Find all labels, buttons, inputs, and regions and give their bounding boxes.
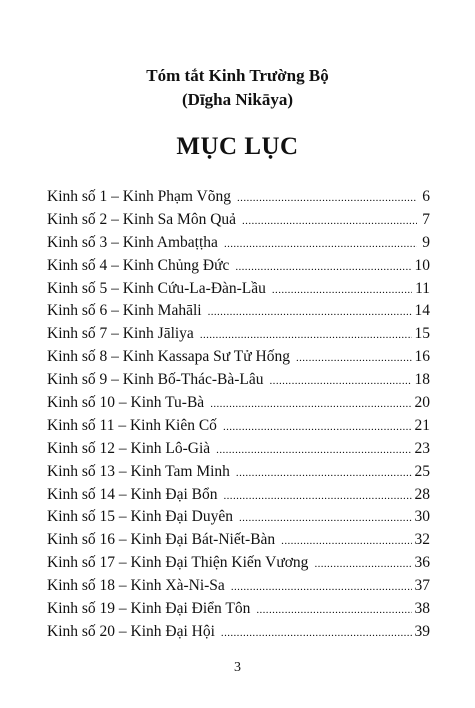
toc-entry-page: 25 — [414, 462, 430, 480]
toc-entry[interactable] — [47, 461, 430, 484]
table-of-contents — [47, 186, 430, 644]
toc-entry-page: 39 — [414, 622, 430, 640]
toc-entry-title: Kinh số 10 – Kinh Tu-Bà — [47, 394, 205, 412]
toc-entry-page: 9 — [422, 233, 430, 251]
dot-leader — [221, 622, 412, 645]
toc-entry[interactable] — [47, 484, 430, 507]
toc-entry-page: 28 — [414, 485, 430, 503]
toc-entry-title: Kinh số 6 – Kinh Mahāli — [47, 302, 202, 320]
toc-entry[interactable] — [47, 369, 430, 392]
toc-entry-page: 32 — [414, 531, 430, 549]
toc-entry[interactable] — [47, 415, 430, 438]
toc-entry-title: Kinh số 2 – Kinh Sa Môn Quả — [47, 210, 237, 228]
dot-leader — [296, 347, 412, 370]
toc-entry-page: 20 — [414, 394, 430, 412]
toc-entry-page: 7 — [422, 210, 430, 228]
toc-entry-title: Kinh số 3 – Kinh Ambaṭṭha — [47, 233, 218, 251]
dot-leader — [231, 576, 412, 599]
book-title: Tóm tắt Kinh Trường Bộ — [146, 66, 329, 85]
toc-entry-title: Kinh số 7 – Kinh Jāliya — [47, 325, 194, 343]
toc-entry-title: Kinh số 20 – Kinh Đại Hội — [47, 622, 215, 640]
toc-entry-title: Kinh số 18 – Kinh Xà-Ni-Sa — [47, 577, 225, 595]
toc-entry-title: Kinh số 5 – Kinh Cứu-La-Đàn-Lầu — [47, 279, 266, 297]
toc-entry-page: 14 — [414, 302, 430, 320]
toc-entry[interactable] — [47, 255, 430, 278]
toc-entry-title: Kinh số 13 – Kinh Tam Minh — [47, 462, 230, 480]
dot-leader — [270, 370, 412, 393]
dot-leader — [314, 553, 411, 576]
toc-entry[interactable] — [47, 346, 430, 369]
toc-entry[interactable] — [47, 552, 430, 575]
toc-entry-page: 15 — [414, 325, 430, 343]
toc-entry-page: 16 — [414, 348, 430, 366]
toc-entry-page: 37 — [414, 577, 430, 595]
toc-entry-page: 11 — [415, 279, 430, 297]
toc-entry[interactable] — [47, 575, 430, 598]
toc-entry-page: 36 — [414, 554, 430, 572]
toc-entry[interactable] — [47, 621, 430, 644]
toc-entry-title: Kinh số 8 – Kinh Kassapa Sư Tử Hống — [47, 348, 290, 366]
toc-entry[interactable] — [47, 438, 430, 461]
dot-leader — [216, 439, 411, 462]
toc-entry[interactable] — [47, 392, 430, 415]
toc-entry[interactable] — [47, 232, 430, 255]
toc-entry[interactable] — [47, 278, 430, 301]
dot-leader — [208, 301, 412, 324]
page-number: 3 — [234, 660, 241, 675]
toc-entry[interactable] — [47, 529, 430, 552]
toc-entry[interactable] — [47, 506, 430, 529]
toc-entry-page: 10 — [414, 256, 430, 274]
dot-leader — [237, 187, 417, 210]
toc-entry-page: 23 — [414, 439, 430, 457]
toc-entry-page: 21 — [414, 416, 430, 434]
toc-entry-page: 30 — [414, 508, 430, 526]
toc-heading: MỤC LỤC — [176, 133, 299, 160]
toc-entry-title: Kinh số 14 – Kinh Đại Bổn — [47, 485, 218, 503]
toc-entry-title: Kinh số 9 – Kinh Bố-Thác-Bà-Lâu — [47, 371, 264, 389]
toc-entry-title: Kinh số 19 – Kinh Đại Điển Tôn — [47, 600, 251, 618]
toc-entry[interactable] — [47, 300, 430, 323]
toc-entry-title: Kinh số 1 – Kinh Phạm Võng — [47, 188, 232, 205]
dot-leader — [242, 210, 417, 233]
toc-entry[interactable] — [47, 598, 430, 621]
dot-leader — [272, 279, 412, 302]
toc-entry-page: 38 — [414, 600, 430, 618]
toc-entry[interactable] — [47, 186, 430, 209]
dot-leader — [256, 599, 411, 622]
dot-leader — [236, 462, 412, 485]
dot-leader — [224, 485, 412, 508]
toc-entry-title: Kinh số 17 – Kinh Đại Thiện Kiến Vương — [47, 554, 309, 572]
toc-entry-title: Kinh số 12 – Kinh Lô-Già — [47, 439, 211, 457]
toc-entry-title: Kinh số 16 – Kinh Đại Bát-Niết-Bàn — [47, 531, 276, 549]
dot-leader — [210, 393, 411, 416]
dot-leader — [235, 256, 411, 279]
toc-entry[interactable] — [47, 209, 430, 232]
dot-leader — [239, 507, 412, 530]
toc-entry[interactable] — [47, 323, 430, 346]
toc-entry-page: 18 — [414, 371, 430, 389]
toc-entry-page: 6 — [422, 188, 430, 205]
dot-leader — [281, 530, 411, 553]
toc-entry-title: Kinh số 11 – Kinh Kiên Cố — [47, 416, 217, 434]
book-subtitle: (Dīgha Nikāya) — [182, 90, 293, 109]
dot-leader — [200, 324, 412, 347]
dot-leader — [223, 416, 412, 439]
toc-entry-title: Kinh số 15 – Kinh Đại Duyên — [47, 508, 233, 526]
dot-leader — [224, 233, 417, 256]
toc-entry-title: Kinh số 4 – Kinh Chủng Đức — [47, 256, 230, 274]
